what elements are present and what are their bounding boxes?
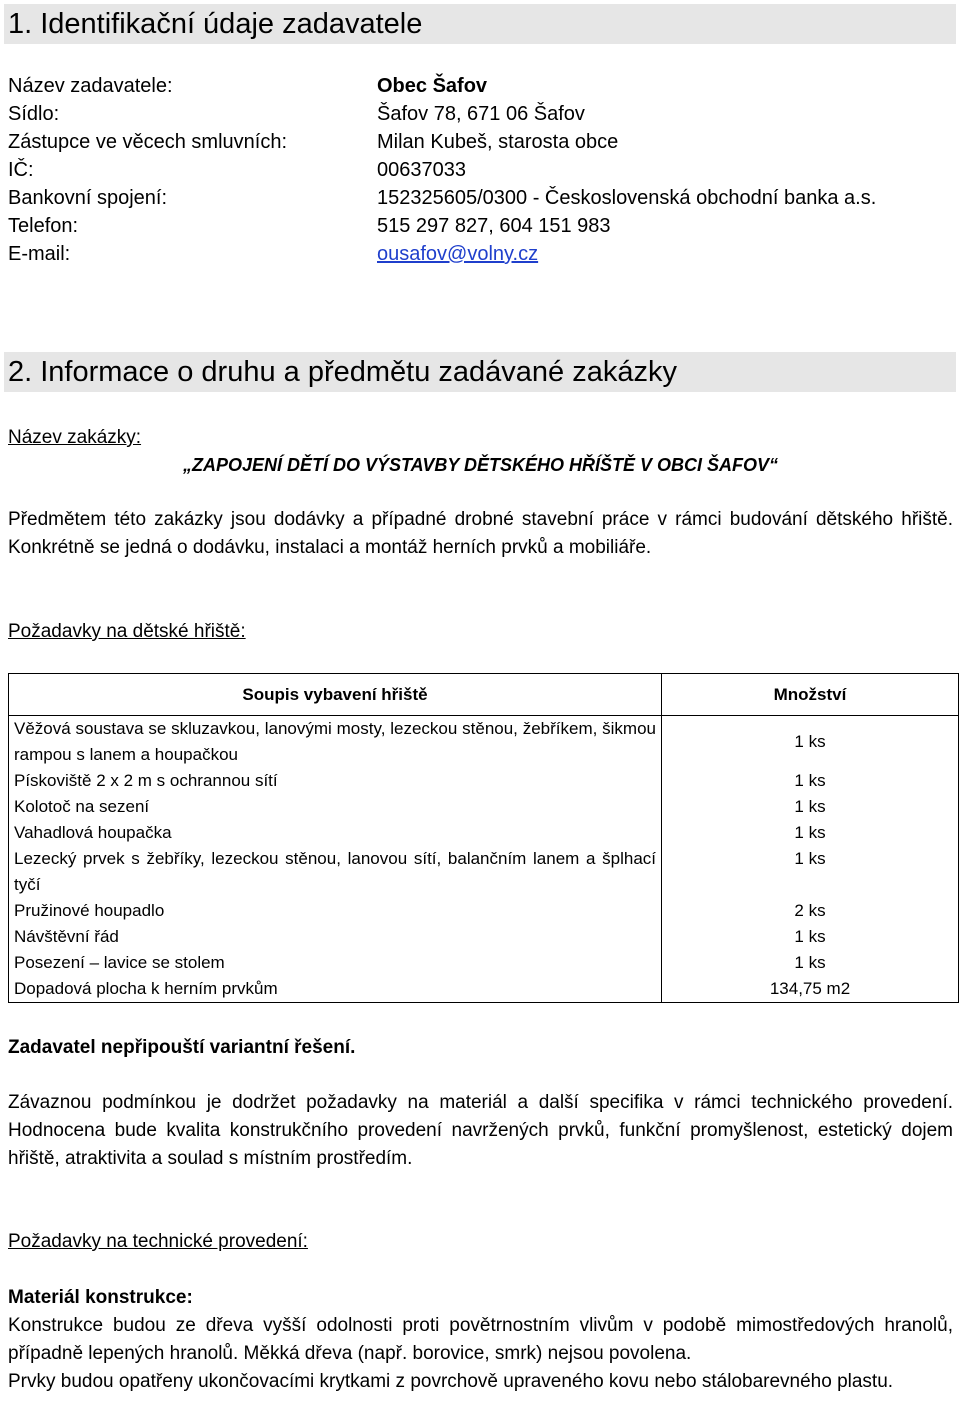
- requirements-label-text: Požadavky na dětské hřiště:: [8, 621, 246, 642]
- table-row: [9, 898, 959, 924]
- equipment-table: [8, 673, 959, 1003]
- info-label: Název zadavatele:: [8, 75, 173, 97]
- table-row: [9, 846, 959, 898]
- quantity-cell: 1 ks: [662, 950, 959, 976]
- item-cell: Kolotoč na sezení: [9, 794, 662, 820]
- info-value: Šafov 78, 671 06 Šafov: [377, 103, 585, 125]
- info-label: Zástupce ve věcech smluvních:: [8, 131, 288, 153]
- requirements-label: [8, 618, 953, 646]
- technical-requirements-label: [8, 1228, 953, 1256]
- info-value: Obec Šafov: [377, 75, 488, 97]
- material-paragraph-1: Konstrukce budou ze dřeva vyšší odolnosti proti povětrnostním vlivům v podobě mimostředových hranolů, případně lepených hranolů. Měkká dřeva (např. borovice, smrk) nejsou povolena.: [8, 1315, 953, 1364]
- no-variants-statement: Zadavatel nepřipouští variantní řešení.: [8, 1037, 356, 1058]
- table-header-row: [9, 674, 959, 716]
- info-value: 152325605/0300 - Československá obchodní banka a.s.: [377, 187, 877, 209]
- info-label: Sídlo:: [8, 103, 60, 125]
- quantity-cell: 134,75 m2: [662, 976, 959, 1003]
- item-cell: Věžová soustava se skluzavkou, lanovými mosty, lezeckou stěnou, žebříkem, šikmou rampou s lanem a houpačkou: [9, 716, 662, 769]
- section-1-heading: 1. Identifikační údaje zadavatele: [4, 4, 956, 44]
- item-cell: Lezecký prvek s žebříky, lezeckou stěnou, lanovou sítí, balančním lanem a šplhací tyčí: [9, 846, 662, 898]
- item-cell: Pružinové houpadlo: [9, 898, 662, 924]
- info-value: Milan Kubeš, starosta obce: [377, 131, 619, 153]
- table-row: [9, 794, 959, 820]
- technical-requirements-label-text: Požadavky na technické provedení:: [8, 1231, 308, 1252]
- item-cell: Návštěvní řád: [9, 924, 662, 950]
- table-row: [9, 716, 959, 769]
- subject-paragraph: Předmětem této zakázky jsou dodávky a případné drobné stavební práce v rámci budování dětského hřiště. Konkrétně se jedná o dodávku, instalaci a montáž herních prvků a mobiliáře.: [8, 509, 953, 558]
- table-row: [9, 950, 959, 976]
- material-paragraph-2: Prvky budou opatřeny ukončovacími krytkami z povrchově upraveného kovu nebo stálobarevného plastu.: [8, 1371, 894, 1392]
- info-value: 515 297 827, 604 151 983: [377, 215, 611, 237]
- info-value: 00637033: [377, 159, 466, 181]
- table-row: [9, 976, 959, 1003]
- item-cell: Dopadová plocha k herním prvkům: [9, 976, 662, 1003]
- material-heading: Materiál konstrukce:: [8, 1287, 193, 1308]
- quantity-cell: 1 ks: [662, 846, 959, 898]
- contract-name: „ZAPOJENÍ DĚTÍ DO VÝSTAVBY DĚTSKÉHO HŘÍŠTĚ V OBCI ŠAFOV“: [182, 455, 779, 475]
- item-cell: Vahadlová houpačka: [9, 820, 662, 846]
- info-label: Telefon:: [8, 215, 79, 237]
- quantity-cell: 2 ks: [662, 898, 959, 924]
- info-label: Bankovní spojení:: [8, 187, 167, 209]
- column-header-item: Soupis vybavení hřiště: [9, 674, 662, 716]
- quantity-cell: 1 ks: [662, 924, 959, 950]
- quantity-cell: 1 ks: [662, 820, 959, 846]
- quantity-cell: 1 ks: [662, 794, 959, 820]
- email-link[interactable]: ousafov@volny.cz: [377, 243, 539, 265]
- item-cell: Posezení – lavice se stolem: [9, 950, 662, 976]
- quantity-cell: 1 ks: [662, 768, 959, 794]
- table-row: [9, 768, 959, 794]
- table-row: [9, 924, 959, 950]
- quantity-cell: 1 ks: [662, 716, 959, 769]
- column-header-quantity: Množství: [662, 674, 959, 716]
- table-row: [9, 820, 959, 846]
- contract-name-label-text: Název zakázky:: [8, 427, 142, 448]
- section-2-heading: 2. Informace o druhu a předmětu zadávané zakázky: [4, 352, 956, 392]
- info-label: E-mail:: [8, 243, 71, 265]
- contract-name-label: [8, 424, 953, 452]
- binding-condition-paragraph: Závaznou podmínkou je dodržet požadavky na materiál a další specifika v rámci technického provedení. Hodnocena bude kvalita konstrukčního provedení navržených prvků, funkční promyšlenost, estetický dojem hřiště, atraktivita a soulad s místním prostředím.: [8, 1092, 953, 1169]
- item-cell: Pískoviště 2 x 2 m s ochrannou sítí: [9, 768, 662, 794]
- info-label: IČ:: [8, 159, 34, 181]
